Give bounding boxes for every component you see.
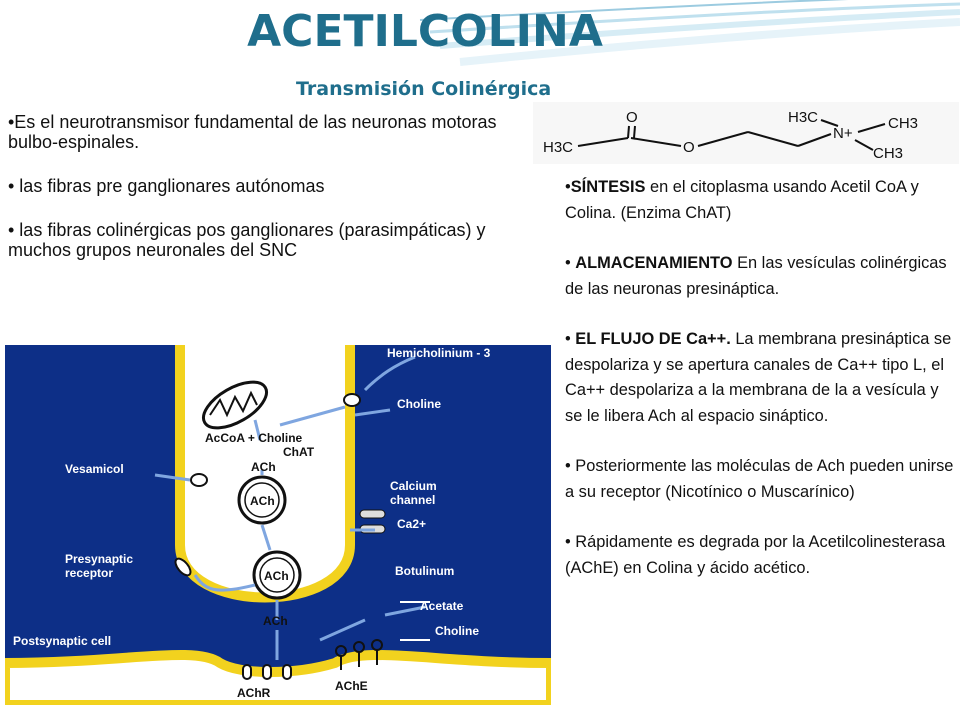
storage-heading: ALMACENAMIENTO <box>575 254 733 272</box>
label-postsynaptic: Postsynaptic cell <box>13 634 112 648</box>
label-hemicholinium: Hemicholinium - 3 <box>387 346 491 360</box>
label-ach-4: ACh <box>263 614 288 628</box>
label-botulinum: Botulinum <box>395 564 455 578</box>
calcium-heading: EL FLUJO DE Ca++. <box>575 330 731 348</box>
label-ach-2: ACh <box>250 494 275 508</box>
label-vesamicol: Vesamicol <box>65 462 124 476</box>
degradation-paragraph: • Rápidamente es degrada por la Acetilcolinesterasa (AChE) en Colina y ácido acético. <box>565 533 946 577</box>
label-ach-1: ACh <box>251 460 276 474</box>
synthesis-text: en el citoplasma usando Acetil CoA y Colina. (Enzima ChAT) <box>565 178 919 222</box>
label-ach-3: ACh <box>264 569 289 583</box>
label-achr: AChR <box>237 686 271 700</box>
right-description <box>565 175 955 606</box>
label-chat: ChAT <box>283 445 315 459</box>
label-receptor: receptor <box>65 566 114 580</box>
label-acoa: AcCoA + Choline <box>205 431 303 445</box>
mol-o-ester: O <box>683 139 695 156</box>
mol-o-carbonyl: O <box>626 109 638 126</box>
page-subtitle: Transmisión Colinérgica <box>296 78 552 100</box>
label-ache: AChE <box>335 679 368 693</box>
synthesis-paragraph: •SÍNTESIS en el citoplasma usando Acetil CoA y Colina. (Enzima ChAT) <box>565 178 919 222</box>
vesamicol-target-icon <box>191 474 207 486</box>
storage-text: En las vesículas colinérgicas de las neuronas presináptica. <box>565 254 947 298</box>
label-channel: channel <box>390 493 436 507</box>
page-title: ACETILCOLINA <box>247 6 603 57</box>
synthesis-heading: SÍNTESIS <box>570 178 646 196</box>
left-bullet-3: • las fibras colinérgicas pos ganglionares (parasimpáticas) y muchos grupos neuronales del SNC <box>8 220 486 260</box>
label-presynaptic: Presynaptic <box>65 552 134 566</box>
cholinergic-synapse-diagram <box>5 345 551 705</box>
label-choline-in: Choline <box>397 397 441 411</box>
calcium-text: La membrana presináptica se despolariza y se apertura canales de Ca++ tipo L, el Ca++ despolariza a la membrana de la a vesícula y se le libera Ach al espacio sináptico. <box>565 330 952 425</box>
left-bullet-2: • las fibras pre ganglionares autónomas <box>8 176 325 196</box>
calcium-paragraph: • EL FLUJO DE Ca++. La membrana presináptica se despolariza y se apertura canales de Ca++ tipo L, el Ca++ despolariza a la membrana de la a vesícula y se le libera Ach al espacio sináptico. <box>565 330 952 425</box>
mol-ch3-bottom: CH3 <box>873 145 904 162</box>
mol-h3c-left: H3C <box>543 139 574 156</box>
choline-transporter-icon <box>344 394 360 406</box>
receptor-paragraph: • Posteriormente las moléculas de Ach pueden unirse a su receptor (Nicotínico o Muscarínico) <box>565 457 954 501</box>
mol-ch3-right: CH3 <box>888 115 919 132</box>
label-calcium: Calcium <box>390 479 437 493</box>
label-ca2: Ca2+ <box>397 517 427 531</box>
label-choline-out: Choline <box>435 624 479 638</box>
left-bullet-list <box>8 112 508 284</box>
label-acetate: Acetate <box>420 599 464 613</box>
achr-receptors-icon <box>243 665 291 679</box>
left-bullet-1: •Es el neurotransmisor fundamental de las neuronas motoras bulbo-espinales. <box>8 112 497 152</box>
mol-n-plus: N+ <box>833 125 853 142</box>
storage-paragraph: • ALMACENAMIENTO En las vesículas colinérgicas de las neuronas presináptica. <box>565 254 947 298</box>
acetylcholine-structure <box>533 102 959 164</box>
mol-ch3-top: H3C <box>788 109 819 126</box>
